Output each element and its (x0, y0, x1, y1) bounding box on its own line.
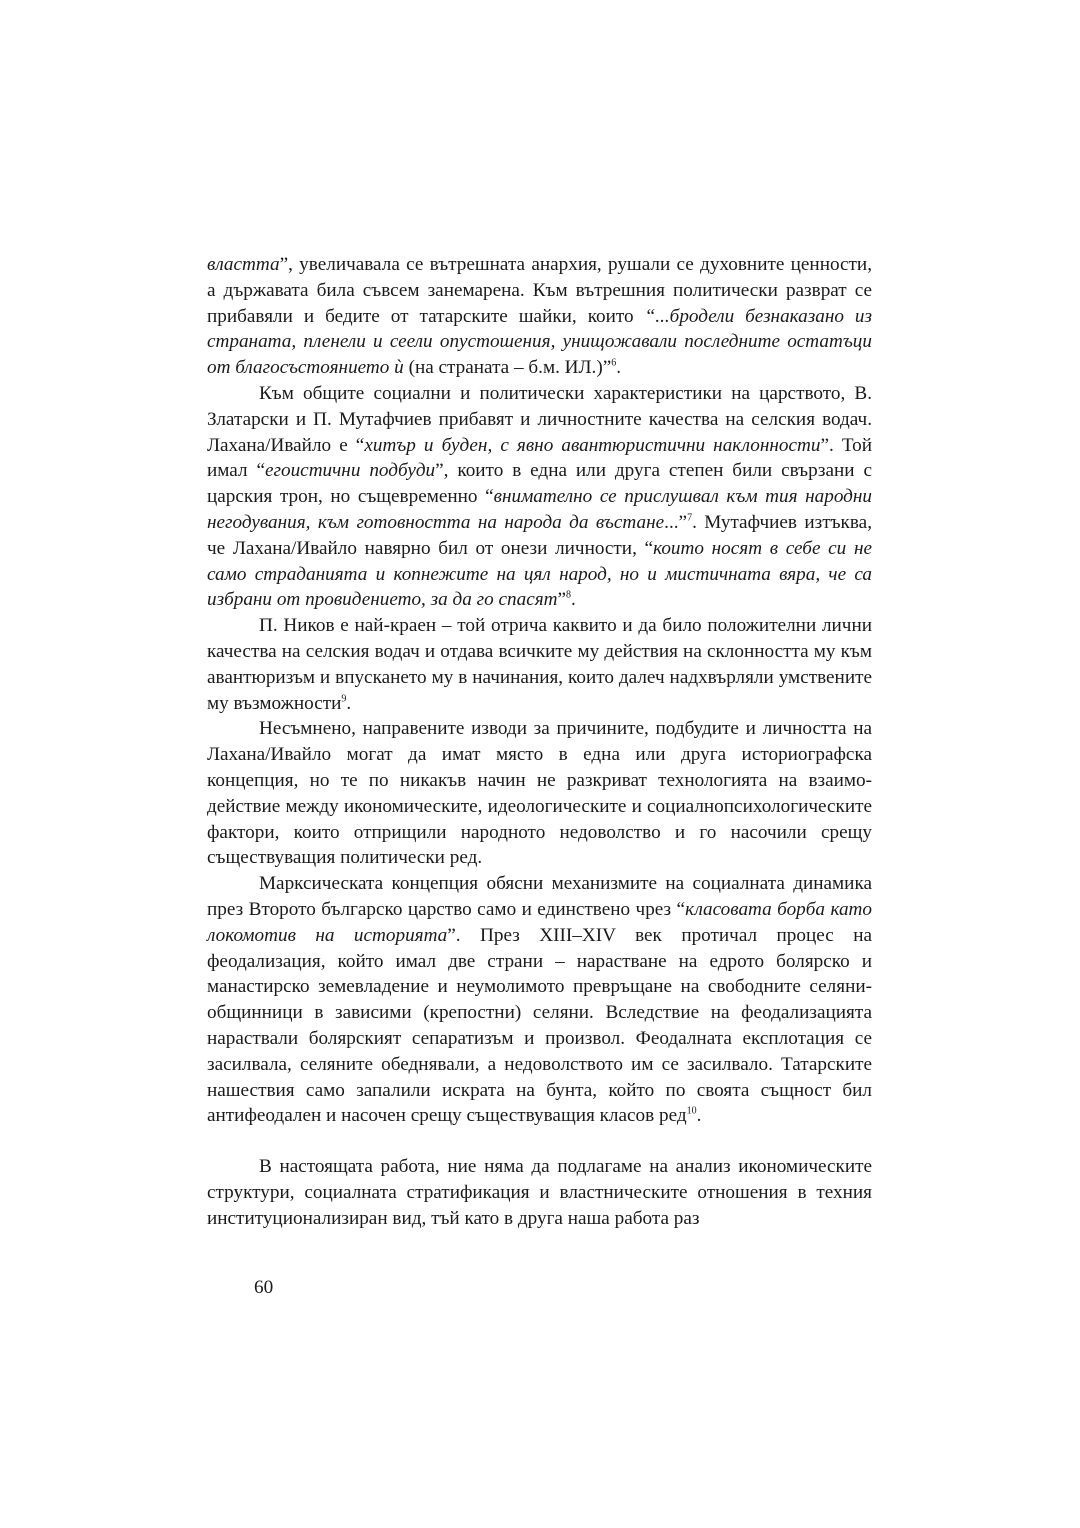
text-run: (на страната – б.м. ИЛ.)” (403, 357, 612, 379)
text-run: . Мутафчиев изтъква, че Лахана/Ивайло навярно бил от онези личности, “ (207, 511, 872, 559)
italic-quote: класовата борба като локомотив на историята (207, 898, 872, 946)
paragraph (207, 716, 872, 871)
footnote-ref: 9 (341, 693, 347, 705)
italic-quote: властта (207, 254, 280, 275)
text-run: В настоящата работа, ние няма да подлагаме на анализ икономическите структури, социалната стратификация и властническите отношения в техния институционализиран вид, тъй като в друга наша работа раз (207, 1156, 872, 1229)
footnote-ref: 10 (686, 1105, 697, 1117)
italic-quote: внимателно се прислушвал към тия народни негодувания, към готовността на народа да въстане (207, 486, 873, 533)
page-number: 60 (254, 1277, 274, 1298)
text-run: Несъмнено, направените изводи за причините, подбудите и личността на Лахана/Ивайло могат да имат място в една или друга историографска концепция, но те по никакъв начин не разкриват технологията на взаимодействие между икономическите, идеологическите и социалнопсихологическите фактори, които отприщили народното недоволство и го насочили срещу съществуващия политически ред. (207, 718, 872, 869)
text-run: . (571, 589, 576, 611)
paragraph (207, 1154, 872, 1231)
italic-quote: които носят в себе си не само страданията и копнежите на цял народ, но и мистичната вяра, че са избрани от провидението, за да го спасят (207, 537, 872, 611)
footnote-ref: 8 (566, 589, 572, 601)
footnote-ref: 7 (687, 512, 693, 524)
text-run: Към общите социални и политически характеристики на царството, В. Златарски и П. Мутафчиев прибавят и личностните качества на селския водач. Лахана/Ивайло е “ (207, 382, 872, 456)
text-run: ...” (664, 511, 688, 533)
paragraph (207, 871, 872, 1129)
text-run: . (696, 1105, 702, 1127)
paragraph (207, 613, 872, 716)
italic-quote: “...бродели безнаказано из страната, пленели и сеели опустошения, унищожавали последните остатъци от благосъстоянието ѝ (207, 305, 872, 379)
italic-quote: хитър и буден, с явно авантюристични наклонности (364, 434, 821, 456)
body-text (207, 252, 872, 1231)
text-run: ” (557, 589, 567, 611)
text-run: ”. Той имал “ (207, 434, 872, 482)
text-run: ”, увеличавала се вътрешната анархия, рушали се духовните ценности, а държавата била съвсем занемарена. Към вътрешния политически разврат се прибавяли и бедите от татарските шайки, които (207, 254, 872, 327)
text-run: . (346, 692, 352, 714)
paragraph (207, 252, 872, 381)
italic-quote: егоистични подбуди (264, 460, 436, 482)
text-run: . (616, 357, 622, 379)
text-run: П. Ников е най-краен – той отрича каквито и да било положителни лични качества на селския водач и отдава всичките му действия на склонността му към авантюризъм и впускането му в начинания, които далеч надхвърляли умствените му възможности (207, 615, 872, 714)
paragraph (207, 381, 872, 613)
text-run: ”. През XIII–XIV век протичал процес на феодализация, който имал две страни – нарастване на едрото болярско и манастирско земевладение и неумолимото превръщане на свободните селяни-общинници в зависими (крепостни) селяни. Вследствие на феодализацията нараствали болярският сепаратизъм и произвол. Феодалната експлотация се засилвала, селяните обеднявали, а недоволството им се засилвало. Татарските нашествия само запалили искрата на бунта, който по своята същност бил антифеодален и насочен срещу съществуващия класов ред (207, 924, 872, 1127)
footnote-ref: 6 (611, 357, 617, 369)
text-run: Марксическата концепция обясни механизмите на социалната динамика през Второто българско царство само и единствено чрез “ (207, 873, 872, 920)
text-run: ”, които в една или друга степен били свързани с царския трон, но същевременно “ (207, 460, 872, 508)
